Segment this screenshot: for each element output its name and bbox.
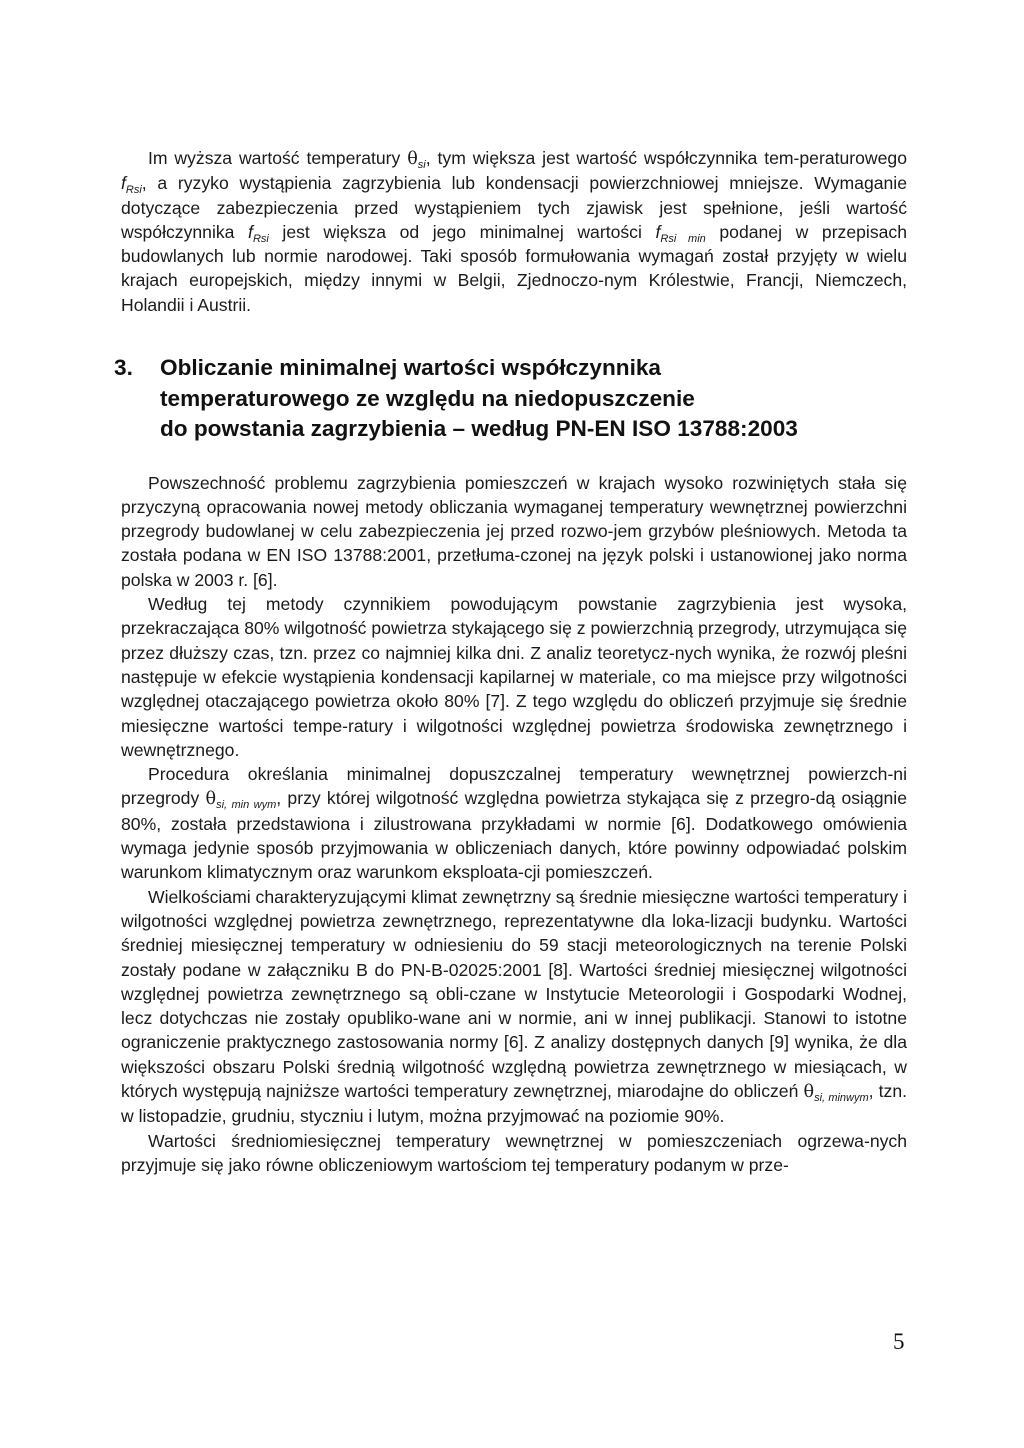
paragraph-1: Powszechność problemu zagrzybienia pomieszczeń w krajach wysoko rozwiniętych stała się przyczyną opracowania nowej metody obliczania wymaganej temperatury wewnętrznej powierzchni przegrody budowlanej w celu zabezpieczenia jej przed rozwo-jem grzybów pleśniowych. Metoda ta została podana w EN ISO 13788:2001, przetłuma-czonej na język polski i ustanowionej jako norma polska w 2003 r. [6]. — [121, 472, 907, 590]
theta-subscript-p3: si, min wym — [216, 799, 277, 812]
section-title-line-2: temperaturowego ze względu na niedopuszczenie — [160, 385, 695, 411]
intro-text-5: podanej w przepisach budowlanych lub normie narodowej. Taki sposób formułowania wymagań został przyjęty w wielu krajach europejskich, między innymi w Belgii, Zjednoczo-nym Królestwie, Francji, Niemczech, Holandii i Austrii. — [121, 221, 907, 315]
paragraph-3-text-b: , przy której wilgotność względna powietrza stykająca się z przegro-dą osiągnie 80%, została przedstawiona i zilustrowana przykładami w normie [6]. Dodatkowego omówienia wymaga jedynie sposób przyjmowania w obliczeniach danych, które powinny odpowiadać polskim warunkom klimatycznym oraz warunkom eksploata-cji pomieszczeń. — [121, 788, 907, 883]
intro-text-3: , a ryzyko wystąpienia zagrzybienia lub kondensacji powierzchniowej mniejsze. Wymaganie dotyczące zabezpieczenia przed wystąpieniem tych zjawisk jest spełnione, jeśli wartość współczynnika — [121, 173, 907, 242]
f-symbol: f — [121, 173, 126, 194]
page-number: 5 — [893, 1329, 905, 1354]
section-title-line-3: do powstania zagrzybienia – według PN-EN ISO 13788:2003 — [160, 416, 798, 442]
intro-paragraph — [121, 146, 907, 317]
theta-subscript-p4: si, minwym — [814, 1092, 869, 1104]
f-symbol-3: f — [655, 221, 661, 242]
page-text — [114, 146, 907, 1177]
paragraph-5: Wartości średniomiesięcznej temperatury wewnętrznej w pomieszczeniach ogrzewa-nych przyjmuje się jako równe obliczeniowym wartościom tej temperatury podanym w prze- — [121, 1130, 907, 1175]
paragraph-2: Według tej metody czynnikiem powodującym powstanie zagrzybienia jest wysoka, przekraczająca 80% wilgotność powietrza stykającego się z powierzchnią przegrody, utrzymująca się przez dłuższy czas, tzn. przez co najmniej kilka dni. Z analiz teoretycz-nych wynika, że rozwój pleśni następuje w efekcie wystąpienia kondensacji kapilarnej w materiale, co ma miejsce przy wilgotności względnej otaczającego powietrza około 80% [7]. Z tego względu do obliczeń przyjmuje się średnie miesięczne wartości tempe-ratury i wilgotności względnej powietrza środowiska zewnętrznego i wewnętrznego. — [121, 594, 907, 760]
section-heading — [114, 353, 907, 445]
theta-symbol-p4: θ — [803, 1082, 815, 1102]
paragraph-4 — [121, 885, 907, 1129]
paragraph-4-text-b: , tzn. w listopadzie, grudniu, styczniu i lutym, można przyjmować na poziomie 90%. — [121, 1081, 907, 1127]
f-subscript-rsi: Rsi — [125, 184, 142, 197]
f-subscript-rsi-2: Rsi — [252, 232, 269, 245]
theta-symbol: θ — [407, 149, 418, 169]
intro-text-2: , tym większa jest wartość współczynnika tem-peraturowego — [425, 148, 907, 168]
paragraph-4-text-a: Wielkościami charakteryzującymi klimat zewnętrzny są średnie miesięczne wartości temperatury i wilgotności względnej powietrza zewnętrznego, reprezentatywne dla loka-lizacji budynku. Wartości średniej miesięcznej temperatury w odniesieniu do 59 stacji meteorologicznych na terenie Polski zostały podane w załączniku B do PN-B-02025:2001 [8]. Wartości średniej miesięcznej wilgotności względnej powietrza zewnętrznego są obli-czane w Instytucie Meteorologii i Gospodarki Wodnej, lecz dotychczas nie zostały opubliko-wane ani w normie, ani w innej publikacji. Stanowi to istotne ograniczenie praktycznego zastosowania normy [6]. Z analizy dostępnych danych [9] wynika, że dla większości obszaru Polski średnią wilgotność względną powietrza zewnętrznego w miesiącach, w których występują najniższe wartości temperatury zewnętrznej, miarodajne do obliczeń — [121, 886, 907, 1101]
section-body — [121, 471, 907, 1178]
theta-subscript-si: si — [417, 159, 426, 171]
intro-paragraph-block — [121, 146, 907, 317]
intro-text-1: Im wyższa wartość temperatury — [148, 148, 408, 168]
section-number: 3. — [114, 355, 133, 381]
f-subscript-rsi-min: Rsi min — [660, 232, 706, 245]
intro-text-4: jest większa od jego minimalnej wartości — [268, 221, 656, 242]
f-symbol-2: f — [248, 221, 253, 242]
paragraph-3 — [121, 762, 907, 884]
section-title-line-1: Obliczanie minimalnej wartości współczynnika — [160, 355, 661, 381]
theta-symbol-p3: θ — [205, 789, 217, 810]
paragraph-3-text-a: Procedura określania minimalnej dopuszczalnej temperatury wewnętrznej powierzch-ni przegrody — [121, 764, 907, 809]
